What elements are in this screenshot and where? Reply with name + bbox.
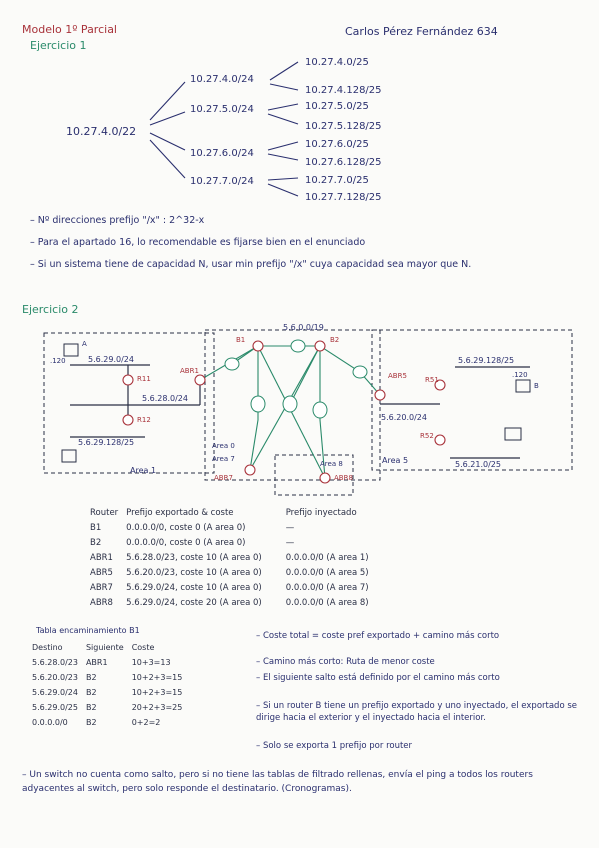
router-b2-label: B2 xyxy=(330,336,340,344)
table-row: ABR7 5.6.29.0/24, coste 10 (A area 0) 0.0.0.0/0 (A area 7) xyxy=(90,582,369,593)
note-total-cost: – Coste total = coste pref exportado + camino más corto xyxy=(256,631,500,641)
net-c-prefix: 5.6.20.0/24 xyxy=(381,413,427,422)
area-8-label: Area 8 xyxy=(320,460,343,468)
note-next-hop: – El siguiente salto está definido por el camino más corto xyxy=(256,673,500,683)
note-switch: – Un switch no cuenta como salto, pero si no tiene las tablas de filtrado rellenas, envía el ping a todos los routers adyacentes al switch, pero solo responde el destinatario. (Cronogramas). xyxy=(22,770,533,794)
routing-table xyxy=(28,640,186,730)
table-row: 5.6.29.0/24 B2 10+2+3=15 xyxy=(32,688,183,697)
table-header: Prefijo inyectado xyxy=(285,507,357,518)
tree-leaf: 10.27.7.0/25 xyxy=(305,175,369,186)
host-b-address: .120 xyxy=(512,371,528,379)
router-abr5-label: ABR5 xyxy=(388,372,407,380)
net-d-prefix: 5.6.21.0/25 xyxy=(455,460,501,469)
router-prefix-table xyxy=(86,505,373,610)
table-row: B1 0.0.0.0/0, coste 0 (A area 0) — xyxy=(90,522,295,533)
tree-root: 10.27.4.0/22 xyxy=(66,125,137,138)
area-0-label: Area 0 xyxy=(212,442,235,450)
host-a-label: A xyxy=(82,340,87,348)
note-capacity: – Si un sistema tiene de capacidad N, usar min prefijo "/x" cuya capacidad sea mayor que N. xyxy=(30,259,472,270)
page-title: Modelo 1º Parcial xyxy=(22,23,117,36)
note-addresses: – Nº direcciones prefijo "/x" : 2^32-x xyxy=(30,215,205,226)
tree-leaf: 10.27.7.128/25 xyxy=(305,192,382,203)
router-r52-label: R52 xyxy=(420,432,434,440)
table-header: Siguiente xyxy=(85,643,124,652)
tree-leaf: 10.27.4.128/25 xyxy=(305,85,382,96)
exercise-2-heading: Ejercicio 2 xyxy=(22,303,79,316)
exercise-1-heading: Ejercicio 1 xyxy=(30,39,87,52)
area-5-label: Area 5 xyxy=(382,456,409,465)
note-recommendation: – Para el apartado 16, lo recomendable es fijarse bien en el enunciado xyxy=(30,237,366,248)
net-b-prefix: 5.6.29.128/25 xyxy=(458,356,515,365)
router-b1-label: B1 xyxy=(236,336,246,344)
area-1-label: Area 1 xyxy=(130,466,157,475)
author-name: Carlos Pérez Fernández 634 xyxy=(345,25,498,38)
note-shortest-path: – Camino más corto: Ruta de menor coste xyxy=(256,657,435,667)
net-a3-prefix: 5.6.29.128/25 xyxy=(78,438,135,447)
routing-table-title: Tabla encaminamiento B1 xyxy=(36,626,140,635)
table-header: Coste xyxy=(131,643,155,652)
tree-mid: 10.27.5.0/24 xyxy=(190,104,254,115)
tree-leaf: 10.27.5.128/25 xyxy=(305,121,382,132)
area-7-label: Area 7 xyxy=(212,455,235,463)
tree-leaf: 10.27.5.0/25 xyxy=(305,101,369,112)
tree-mid: 10.27.7.0/24 xyxy=(190,176,254,187)
net-a2-prefix: 5.6.28.0/24 xyxy=(142,394,188,403)
router-r51-label: R51 xyxy=(425,376,439,384)
router-r11-label: R11 xyxy=(137,375,151,383)
router-r12-label: R12 xyxy=(137,416,151,424)
table-row: ABR8 5.6.29.0/24, coste 20 (A area 0) 0.0.0.0/0 (A area 8) xyxy=(90,597,369,608)
table-row: 5.6.28.0/23 ABR1 10+3=13 xyxy=(32,658,171,667)
host-a-address: .120 xyxy=(50,357,66,365)
tree-mid: 10.27.6.0/24 xyxy=(190,148,254,159)
table-row: 0.0.0.0/0 B2 0+2=2 xyxy=(32,718,161,727)
net-a-prefix: 5.6.29.0/24 xyxy=(88,355,134,364)
table-row: ABR5 5.6.20.0/23, coste 10 (A area 0) 0.0.0.0/0 (A area 5) xyxy=(90,567,369,578)
router-abr8-label: ABR8 xyxy=(334,474,353,482)
table-row: B2 0.0.0.0/0, coste 0 (A area 0) — xyxy=(90,537,295,548)
router-abr1-label: ABR1 xyxy=(180,367,199,375)
table-row: 5.6.29.0/25 B2 20+2+3=25 xyxy=(32,703,183,712)
backbone-prefix: 5.6.0.0/19 xyxy=(283,323,324,332)
table-row: 5.6.20.0/23 B2 10+2+3=15 xyxy=(32,673,183,682)
tree-mid: 10.27.4.0/24 xyxy=(190,74,254,85)
tree-leaf: 10.27.6.128/25 xyxy=(305,157,382,168)
note-one-prefix: – Solo se exporta 1 prefijo por router xyxy=(256,741,413,751)
table-row: ABR1 5.6.28.0/23, coste 10 (A area 0) 0.0.0.0/0 (A area 1) xyxy=(90,552,369,563)
note-exported-injected: – Si un router B tiene un prefijo exportado y uno inyectado, el exportado se dirige hacia el exterior y el inyectado hacia el interior. xyxy=(256,701,578,723)
table-header: Router xyxy=(90,507,119,518)
table-header: Prefijo exportado & coste xyxy=(126,507,234,518)
table-header: Destino xyxy=(32,643,63,652)
tree-leaf: 10.27.6.0/25 xyxy=(305,139,369,150)
tree-leaf: 10.27.4.0/25 xyxy=(305,57,369,68)
host-b-label: B xyxy=(534,382,539,390)
router-abr7-label: ABR7 xyxy=(214,474,233,482)
